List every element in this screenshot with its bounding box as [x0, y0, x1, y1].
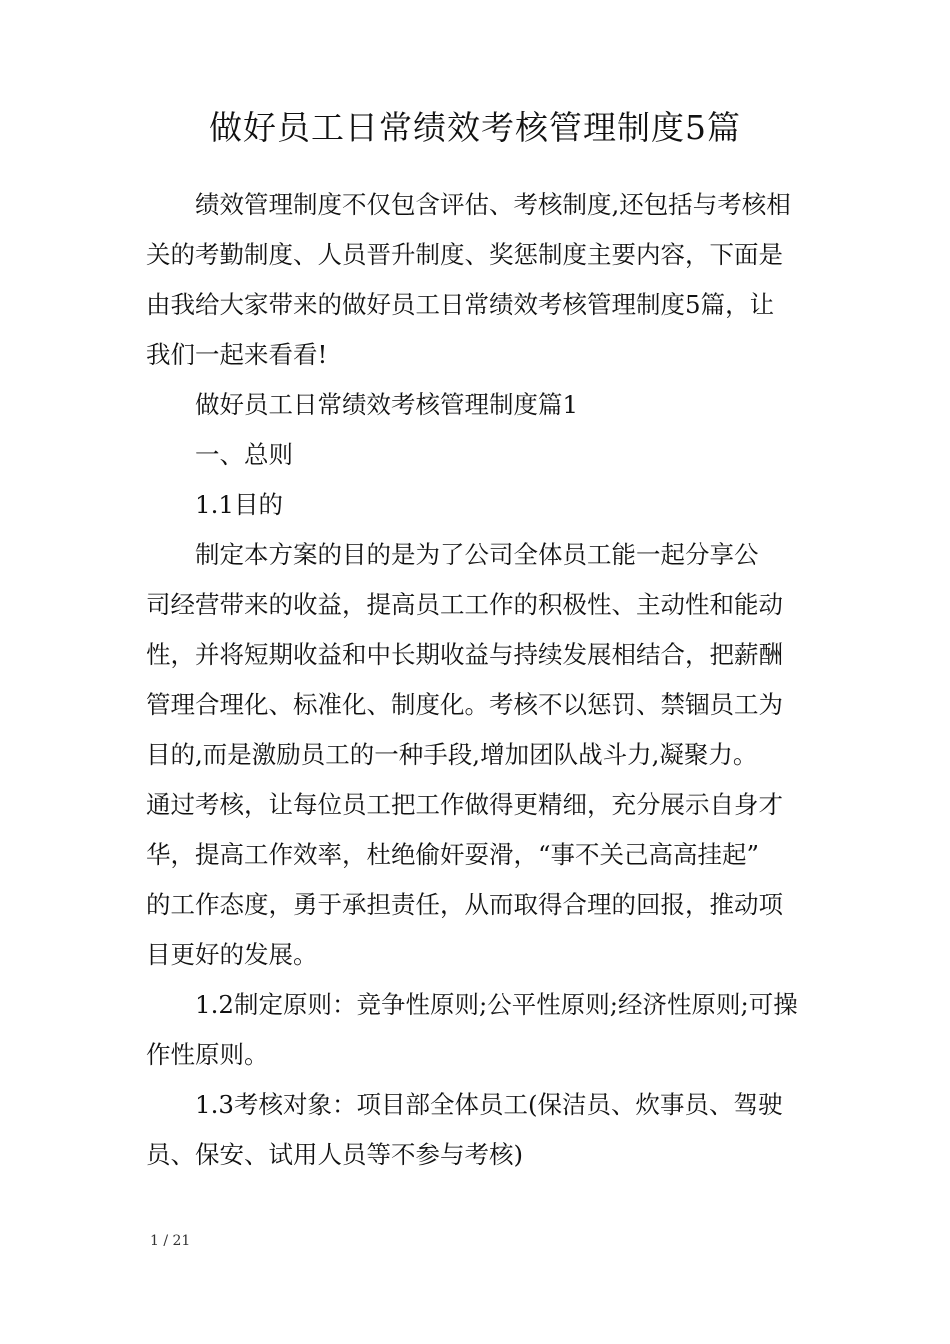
paragraph-line: 通过考核，让每位员工把工作做得更精细，充分展示自身才	[146, 790, 783, 819]
section-heading: 做好员工日常绩效考核管理制度篇1	[195, 390, 579, 419]
paragraph-line: 1.3考核对象：项目部全体员工(保洁员、炊事员、驾驶	[195, 1090, 783, 1119]
document-title: 做好员工日常绩效考核管理制度5篇	[209, 108, 741, 147]
paragraph-line: 华，提高工作效率，杜绝偷奸耍滑，“事不关己高高挂起”	[146, 840, 760, 869]
paragraph-line: 目的,而是激励员工的一种手段,增加团队战斗力,凝聚力。	[146, 740, 758, 769]
paragraph-line: 制定本方案的目的是为了公司全体员工能一起分享公	[195, 540, 759, 569]
section-heading: 1.1目的	[195, 490, 283, 519]
page-number: 1 / 21	[150, 1233, 191, 1249]
paragraph-line: 性，并将短期收益和中长期收益与持续发展相结合，把薪酬	[146, 640, 783, 669]
paragraph-line: 由我给大家带来的做好员工日常绩效考核管理制度5篇，让	[146, 290, 775, 319]
paragraph-line: 管理合理化、标准化、制度化。考核不以惩罚、禁锢员工为	[146, 690, 783, 719]
paragraph-line: 目更好的发展。	[146, 940, 318, 969]
paragraph-line: 员、保安、试用人员等不参与考核)	[146, 1140, 524, 1169]
paragraph-line: 关的考勤制度、人员晋升制度、奖惩制度主要内容，下面是	[146, 240, 783, 269]
paragraph-line: 我们一起来看看!	[146, 340, 328, 369]
paragraph-line: 司经营带来的收益，提高员工工作的积极性、主动性和能动	[146, 590, 783, 619]
paragraph-line: 绩效管理制度不仅包含评估、考核制度,还包括与考核相	[195, 190, 791, 219]
paragraph-line: 1.2制定原则：竞争性原则;公平性原则;经济性原则;可操	[195, 990, 798, 1019]
section-heading: 一、总则	[195, 440, 293, 469]
paragraph-line: 的工作态度，勇于承担责任，从而取得合理的回报，推动项	[146, 890, 783, 919]
paragraph-line: 作性原则。	[146, 1040, 269, 1069]
